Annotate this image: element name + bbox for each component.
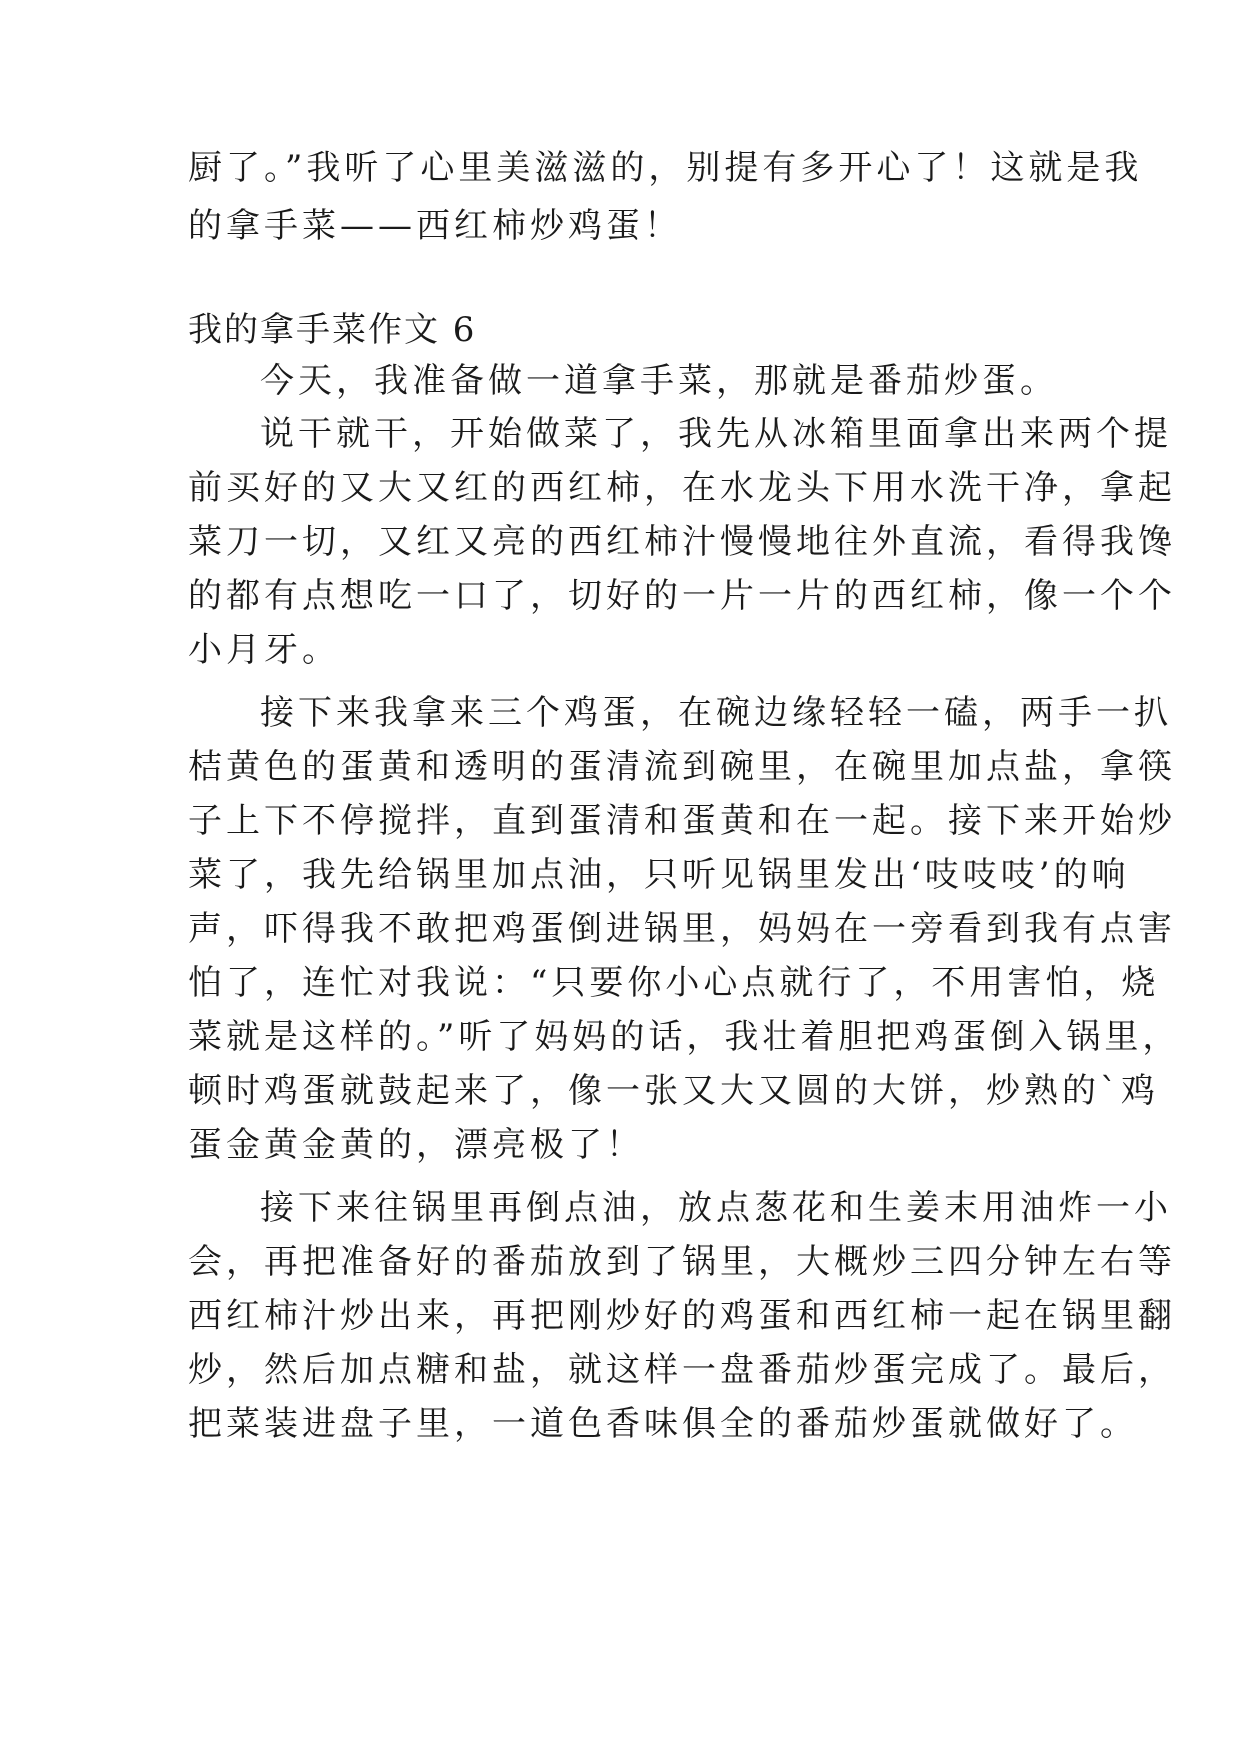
text-line: 菜刀一切，又红又亮的西红柿汁慢慢地往外直流，看得我馋 [188,522,1176,562]
text-line: 会，再把准备好的番茄放到了锅里，大概炒三四分钟左右等 [188,1242,1176,1282]
text-line: 前买好的又大又红的西红柿，在水龙头下用水洗干净，拿起 [188,468,1176,508]
text-line: 小月牙。 [188,630,340,670]
text-line: 蛋金黄金黄的，漂亮极了！ [188,1125,644,1165]
text-line: 西红柿汁炒出来，再把刚炒好的鸡蛋和西红柿一起在锅里翻 [188,1296,1176,1336]
text-line: 的拿手菜——西红柿炒鸡蛋！ [188,206,682,246]
text-line: 说干就干，开始做菜了，我先从冰箱里面拿出来两个提 [260,414,1172,454]
text-line: 怕了，连忙对我说：“只要你小心点就行了，不用害怕，烧 [188,963,1160,1003]
text-line: 厨了。”我听了心里美滋滋的，别提有多开心了！这就是我 [188,148,1143,188]
text-line: 桔黄色的蛋黄和透明的蛋清流到碗里，在碗里加点盐，拿筷 [188,747,1176,787]
text-line: 菜就是这样的。”听了妈妈的话，我壮着胆把鸡蛋倒入锅里， [188,1017,1181,1057]
text-line: 炒，然后加点糖和盐，就这样一盘番茄炒蛋完成了。最后， [188,1350,1176,1390]
text-line: 接下来往锅里再倒点油，放点葱花和生姜末用油炸一小 [260,1188,1172,1228]
text-line: 子上下不停搅拌，直到蛋清和蛋黄和在一起。接下来开始炒 [188,801,1176,841]
text-line: 菜了，我先给锅里加点油，只听见锅里发出‘吱吱吱’的响 [188,855,1130,895]
text-line: 的都有点想吃一口了，切好的一片一片的西红柿，像一个个 [188,576,1176,616]
text-line: 声，吓得我不敢把鸡蛋倒进锅里，妈妈在一旁看到我有点害 [188,909,1176,949]
essay-title: 我的拿手菜作文 6 [188,310,477,350]
text-line: 顿时鸡蛋就鼓起来了，像一张又大又圆的大饼，炒熟的`鸡 [188,1071,1159,1111]
text-line: 今天，我准备做一道拿手菜，那就是番茄炒蛋。 [260,361,1058,401]
text-line: 把菜装进盘子里，一道色香味俱全的番茄炒蛋就做好了。 [188,1404,1138,1444]
text-line: 接下来我拿来三个鸡蛋，在碗边缘轻轻一磕，两手一扒 [260,693,1172,733]
